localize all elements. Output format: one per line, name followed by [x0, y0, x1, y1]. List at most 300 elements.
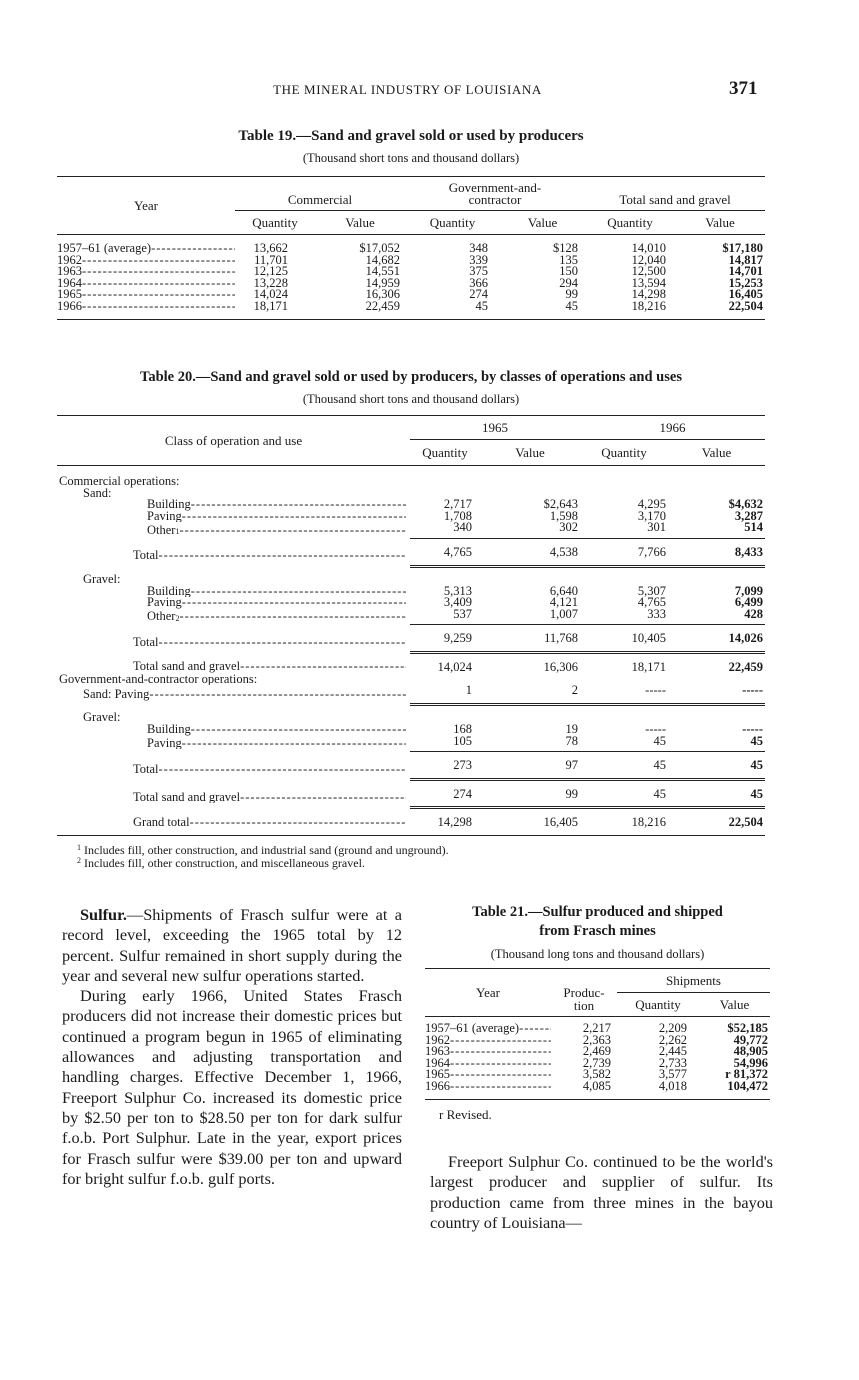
section-heading: Sulfur.	[80, 905, 127, 924]
cell-value: 375	[469, 264, 489, 279]
table-20-subtitle: (Thousand short tons and thousand dollars)	[302, 392, 520, 406]
row-label	[57, 566, 410, 586]
row-label	[57, 704, 410, 724]
table-20-title: Table 20.—Sand and gravel sold or used by producers, by classes of operations and uses	[140, 369, 682, 385]
label-with-leader	[57, 243, 235, 255]
cell-value: 3,577	[658, 1067, 687, 1082]
cell-value: 5,313	[443, 583, 472, 598]
cell-value: 49,772	[733, 1032, 768, 1047]
cell-value: 45	[668, 779, 765, 808]
year-label: 1966	[57, 300, 82, 313]
cell-value: 45	[580, 752, 668, 780]
year-label: 1957–61 (average)	[57, 243, 152, 255]
cell-value: 2	[480, 685, 580, 704]
cell-value: 13,662	[253, 241, 288, 255]
cell-value: 14,298	[631, 287, 667, 302]
label-with-leader	[57, 266, 235, 278]
table-21-grid	[425, 968, 770, 1100]
year-label: 1965	[425, 1069, 450, 1081]
row-label-text: Gravel:	[83, 574, 121, 586]
cell-value: 2,739	[582, 1055, 611, 1070]
cell-value: 45	[580, 779, 668, 808]
dot-leader	[191, 499, 406, 511]
label-with-leader	[425, 1035, 551, 1047]
cell-value: 12,125	[253, 264, 288, 279]
cell-value	[580, 704, 668, 724]
cell-value: 135	[559, 252, 579, 267]
cell-value: -----	[580, 685, 668, 704]
label-with-leader	[57, 724, 410, 736]
cell-value: 16,405	[543, 815, 578, 830]
dot-leader	[190, 817, 406, 829]
row-label	[57, 674, 410, 686]
row-label	[57, 586, 410, 598]
table-row	[425, 1081, 770, 1099]
cell-value: 16,306	[543, 660, 578, 675]
dot-leader	[182, 738, 406, 750]
paragraph: Freeport Sulphur Co. continued to be the world's largest producer and supplier of sulfur. Its production came from three mines in the bayou country of Louisiana—	[430, 1152, 773, 1232]
col-value: Value	[515, 444, 545, 460]
sulfur-section	[62, 905, 402, 1189]
label-with-leader	[57, 764, 410, 776]
cell-value: 428	[668, 609, 765, 625]
cell-value: 340	[410, 522, 480, 538]
cell-value: 274	[410, 779, 480, 808]
year-label: 1965	[57, 289, 82, 301]
footnote-text: Includes fill, other construction, and miscellaneous gravel.	[84, 855, 365, 870]
col-quantity: Quantity	[422, 444, 468, 460]
cell-value	[580, 466, 668, 488]
table-row	[57, 653, 765, 674]
cell-value: 13,228	[253, 275, 288, 290]
year-label: 1962	[425, 1034, 450, 1047]
row-label	[57, 511, 410, 523]
col-production-label: Produc- tion	[563, 984, 605, 1013]
cell-value: 339	[469, 252, 489, 267]
cell-value: 2,445	[658, 1044, 687, 1059]
label-with-leader	[57, 301, 235, 313]
table-row	[57, 752, 765, 780]
row-label	[425, 1081, 551, 1099]
cell-value: 16,306	[365, 287, 401, 302]
row-label	[57, 653, 410, 674]
row-label-text: Commercial operations:	[59, 476, 180, 488]
cell-value: 48,905	[733, 1044, 768, 1059]
table-19	[57, 128, 765, 320]
cell-value: 4,765	[637, 595, 666, 610]
col-quantity: Quantity	[429, 214, 476, 230]
page-number: 371	[729, 78, 758, 99]
cell-value: 14,010	[631, 241, 667, 255]
cell-value: 14,682	[365, 252, 401, 267]
dot-leader	[240, 661, 406, 673]
col-year: Year	[476, 984, 500, 1000]
footnote-mark: 2	[175, 613, 180, 623]
group-total: Total sand and gravel	[585, 177, 765, 211]
label-with-leader	[57, 597, 410, 609]
row-label	[57, 488, 410, 500]
label-with-leader	[57, 488, 410, 500]
cell-value: 4,121	[549, 595, 578, 610]
cell-value: 16,405	[728, 287, 764, 302]
dot-leader	[450, 1058, 551, 1070]
cell-value: 301	[580, 522, 668, 538]
dot-leader	[240, 792, 406, 804]
table-20-grid	[57, 415, 765, 836]
cell-value: 12,040	[631, 252, 667, 267]
label-with-leader	[57, 574, 410, 586]
row-label	[57, 301, 235, 319]
row-label	[425, 1069, 551, 1081]
cell-value	[410, 466, 480, 488]
footnote-2	[77, 857, 765, 870]
row-label-text: Grand total	[133, 816, 190, 829]
cell-value: 15,253	[728, 275, 764, 290]
year-1965: 1965	[410, 416, 580, 440]
cell-value: 4,765	[410, 538, 480, 566]
row-label-text: Government-and-contractor operations:	[59, 673, 258, 686]
table-row	[57, 566, 765, 586]
cell-value: 514	[668, 522, 765, 538]
cell-value: 4,085	[582, 1078, 611, 1093]
table-21-title-line: Table 21.—Sulfur produced and shipped	[472, 904, 723, 920]
cell-value	[480, 566, 580, 586]
table-19-grid	[57, 176, 765, 320]
cell-value: 45	[475, 298, 489, 313]
label-with-leader	[57, 817, 410, 829]
cell-value: 14,024	[253, 287, 288, 302]
cell-value: 2,209	[658, 1021, 687, 1035]
row-label	[57, 625, 410, 653]
dot-leader	[450, 1035, 551, 1047]
cell-value: 168	[453, 721, 472, 736]
dot-leader	[179, 525, 406, 537]
row-label	[425, 1035, 551, 1047]
dot-leader	[82, 266, 235, 278]
dot-leader	[151, 243, 235, 255]
cell-value: 14,298	[437, 815, 472, 830]
year-label: 1957–61 (average)	[425, 1023, 520, 1035]
label-with-leader	[425, 1081, 551, 1093]
label-with-leader	[57, 511, 410, 523]
label-with-leader	[57, 525, 410, 537]
row-label	[57, 278, 235, 290]
label-with-leader	[57, 476, 410, 488]
cell-value: 12,500	[631, 264, 667, 279]
col-quantity: Quantity	[252, 214, 298, 230]
dot-leader	[191, 724, 406, 736]
cell-value: 2,717	[443, 497, 472, 512]
table-21-subtitle: (Thousand long tons and thousand dollars)	[490, 947, 705, 961]
cell-value: 2,262	[658, 1032, 687, 1047]
dot-leader	[179, 611, 406, 623]
cell-value: 4,018	[658, 1078, 687, 1093]
group-government-label: Government-and-contractor	[448, 180, 542, 207]
row-label-text: Building	[147, 585, 191, 598]
cell-value	[410, 566, 480, 586]
cell-value: 13,594	[631, 275, 667, 290]
row-label	[57, 499, 410, 511]
col-production	[551, 969, 617, 1017]
col-value: Value	[719, 996, 750, 1012]
cell-value: 5,307	[637, 583, 666, 598]
row-label	[57, 466, 410, 488]
paragraph	[62, 905, 402, 986]
cell-value: 18,216	[631, 815, 666, 830]
group-shipments: Shipments	[617, 969, 770, 993]
cell-value: 2,469	[582, 1044, 611, 1059]
row-label-text: Total	[133, 636, 159, 649]
row-label	[57, 538, 410, 566]
dot-leader	[450, 1046, 551, 1058]
row-label-text: Building	[147, 499, 191, 511]
dot-leader	[450, 1081, 551, 1093]
dot-leader	[450, 1069, 551, 1081]
cell-value: 6,499	[734, 595, 763, 610]
footnote-revised: r Revised.	[439, 1106, 492, 1122]
cell-value: 45	[565, 298, 579, 313]
cell-value: 3,409	[443, 595, 472, 610]
dot-leader	[519, 1023, 551, 1035]
footnotes	[57, 844, 765, 870]
row-label-text: Other	[147, 611, 176, 623]
cell-value: 1	[410, 685, 480, 704]
cell-value: $4,632	[728, 497, 763, 512]
cell-value	[480, 704, 580, 724]
cell-value: 348	[469, 241, 489, 255]
cell-value: 54,996	[733, 1055, 768, 1070]
dot-leader	[159, 764, 406, 776]
label-with-leader	[57, 792, 410, 804]
cell-value: 1,598	[549, 508, 578, 523]
cell-value: 14,701	[728, 264, 764, 279]
cell-value: 7,099	[734, 583, 763, 598]
cell-value: 9,259	[410, 625, 480, 653]
dot-leader	[82, 278, 235, 290]
cell-value: 6,640	[549, 583, 578, 598]
label-with-leader	[425, 1046, 551, 1058]
cell-value: $17,052	[359, 241, 401, 255]
cell-value: 14,551	[365, 264, 401, 279]
col-value: Value	[705, 214, 735, 230]
cell-value: 10,405	[580, 625, 668, 653]
footnote-text: Includes fill, other construction, and industrial sand (ground and unground).	[84, 842, 449, 857]
col-value: Value	[527, 214, 558, 230]
label-with-leader	[57, 661, 410, 673]
row-label	[425, 1017, 551, 1035]
cell-value: 4,295	[637, 497, 666, 512]
table-row	[57, 301, 765, 319]
cell-value: $2,643	[543, 497, 578, 512]
label-with-leader	[57, 278, 235, 290]
table-21-title-line: from Frasch mines	[539, 923, 656, 939]
year-label: 1964	[57, 277, 82, 290]
cell-value: $128	[553, 241, 579, 255]
label-with-leader	[57, 689, 410, 701]
cell-value: 104,472	[727, 1078, 768, 1093]
label-with-leader	[57, 738, 410, 750]
footnote-mark: 1	[175, 527, 180, 537]
group-government	[405, 177, 585, 211]
dot-leader	[159, 637, 406, 649]
year-label: 1964	[425, 1057, 450, 1070]
row-label-text: Other	[147, 524, 176, 537]
cell-value: 273	[410, 752, 480, 780]
cell-value: 45	[580, 736, 668, 752]
row-label-text: Total sand and gravel	[133, 791, 241, 804]
cell-value: 333	[580, 609, 668, 625]
cell-value: $52,185	[727, 1021, 768, 1035]
table-row	[57, 685, 765, 704]
cell-value: 18,171	[631, 660, 666, 675]
cell-value: 45	[668, 752, 765, 780]
dot-leader	[159, 550, 406, 562]
row-label	[57, 724, 410, 736]
cell-value: 1,007	[480, 609, 580, 625]
cell-value: -----	[645, 721, 666, 736]
cell-value: 22,459	[365, 298, 401, 313]
table-19-subtitle: (Thousand short tons and thousand dollars)	[302, 151, 520, 165]
row-label-text: Building	[147, 723, 191, 736]
year-label: 1963	[425, 1046, 450, 1058]
cell-value: 150	[559, 264, 579, 279]
running-head: THE MINERAL INDUSTRY OF LOUISIANA	[273, 82, 542, 97]
cell-value: 14,026	[668, 625, 765, 653]
table-row	[57, 235, 765, 255]
table-row	[57, 466, 765, 488]
row-label	[57, 522, 410, 538]
cell-value: 22,504	[728, 298, 764, 313]
cell-value: 294	[559, 275, 579, 290]
cell-value	[580, 566, 668, 586]
cell-value: 366	[469, 275, 489, 290]
cell-value: $17,180	[722, 241, 764, 255]
label-with-leader	[57, 586, 410, 598]
row-label	[57, 752, 410, 780]
row-label	[57, 255, 235, 267]
dot-leader	[182, 511, 406, 523]
row-label-text: Sand:	[83, 487, 112, 500]
cell-value: 2,217	[582, 1021, 611, 1035]
cell-value: 14,817	[728, 252, 764, 267]
cell-value: 3,287	[734, 508, 763, 523]
cell-value: 537	[410, 609, 480, 625]
table-row	[57, 609, 765, 625]
col-value: Value	[345, 214, 375, 230]
col-quantity: Quantity	[601, 444, 647, 460]
cell-value	[668, 466, 765, 488]
label-with-leader	[57, 611, 410, 623]
dot-leader	[191, 586, 406, 598]
cell-value: 2,363	[582, 1032, 611, 1047]
year-label: 1962	[57, 254, 82, 267]
table-21-title	[425, 903, 770, 941]
table-row	[57, 736, 765, 752]
col-value: Value	[701, 444, 732, 460]
row-label-text: Sand: Paving	[83, 688, 150, 701]
cell-value: 19	[565, 721, 578, 736]
table-row	[57, 538, 765, 566]
year-label: 1966	[425, 1080, 450, 1093]
label-with-leader	[57, 289, 235, 301]
cell-value	[480, 674, 580, 686]
label-with-leader	[57, 674, 410, 686]
group-commercial: Commercial	[235, 177, 405, 211]
table-row	[57, 704, 765, 724]
table-row	[57, 522, 765, 538]
row-label-text: Paving	[147, 737, 182, 750]
cell-value: 14,959	[365, 275, 401, 290]
col-quantity: Quantity	[607, 214, 653, 230]
label-with-leader	[57, 499, 410, 511]
year-label: 1963	[57, 266, 82, 278]
dot-leader	[182, 597, 406, 609]
table-row	[57, 625, 765, 653]
cell-value	[410, 704, 480, 724]
cell-value: 2,733	[658, 1055, 687, 1070]
row-label	[57, 779, 410, 808]
row-label	[425, 1058, 551, 1070]
label-with-leader	[57, 550, 410, 562]
cell-value: 7,766	[580, 538, 668, 566]
cell-value: 18,171	[253, 298, 288, 313]
cell-value	[480, 466, 580, 488]
cell-value: 4,538	[480, 538, 580, 566]
cell-value: 302	[480, 522, 580, 538]
row-label	[57, 609, 410, 625]
cell-value: -----	[742, 721, 763, 736]
row-label	[425, 1046, 551, 1058]
label-with-leader	[57, 255, 235, 267]
cell-value: 1,708	[443, 508, 472, 523]
year-1966: 1966	[580, 416, 765, 440]
table-19-title: Table 19.—Sand and gravel sold or used by producers	[238, 128, 584, 144]
label-with-leader	[425, 1023, 551, 1035]
cell-value	[668, 566, 765, 586]
label-with-leader	[57, 637, 410, 649]
footnote-mark: 2	[77, 855, 81, 865]
cell-value: 18,216	[631, 298, 667, 313]
paragraph: During early 1966, United States Frasch producers did not increase their domestic prices but continued a program begun in 1965 of eliminating allowances and adjusting transportation and handling charges. Effective December 1, 1966, Freeport Sulphur Co. increased its domestic price by $2.50 per ton to $28.50 per ton for dark sulfur f.o.b. Port Sulphur. Late in the year, export prices for Frasch sulfur were $39.00 per ton and upward for bright sulfur f.o.b. gulf ports.	[62, 986, 402, 1188]
cell-value: r 81,372	[725, 1067, 768, 1082]
cell-value: 3,582	[582, 1067, 611, 1082]
cell-value: 11,701	[254, 252, 288, 267]
cell-value: 105	[410, 736, 480, 752]
row-label-text: Total	[133, 550, 159, 563]
row-label	[57, 289, 235, 301]
dot-leader	[149, 689, 406, 701]
cell-value: -----	[668, 685, 765, 704]
label-with-leader	[57, 712, 410, 724]
cell-value: 22,504	[728, 815, 763, 830]
row-label-text: Gravel:	[83, 712, 121, 724]
dot-leader	[82, 255, 235, 267]
row-label	[57, 235, 235, 255]
row-label	[57, 808, 410, 836]
label-with-leader	[425, 1058, 551, 1070]
row-label-text: Total	[133, 763, 159, 776]
cell-value: 11,768	[480, 625, 580, 653]
label-with-leader	[425, 1069, 551, 1081]
col-year: Year	[134, 197, 158, 213]
cell-value: 8,433	[668, 538, 765, 566]
row-label-text: Paving	[147, 597, 182, 609]
row-label-text: Total sand and gravel	[133, 661, 241, 673]
freeport-section	[430, 1152, 773, 1233]
paragraph-text: —Shipments of Frasch sulfur were at a record level, exceeding the 1965 total by 12 percent. Sulfur remained in short supply during the year and several new sulfur operations started.	[62, 905, 402, 985]
col-class: Class of operation and use	[164, 432, 303, 448]
cell-value: 45	[668, 736, 765, 752]
